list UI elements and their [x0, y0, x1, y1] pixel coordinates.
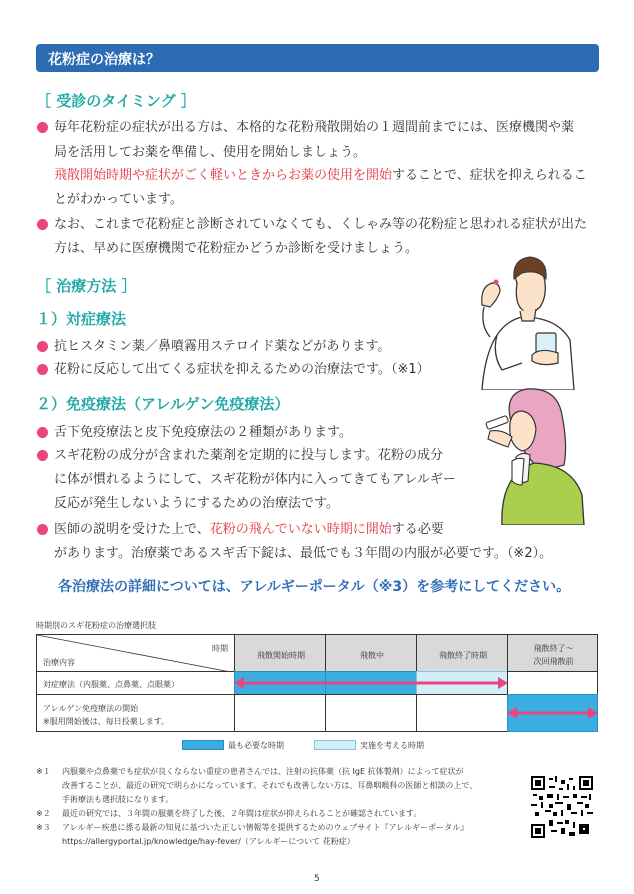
legend-consider-swatch	[314, 740, 356, 750]
row2-start-cell	[234, 694, 326, 732]
immunotherapy-b3-pre: 医師の説明を受けた上で、	[54, 522, 210, 537]
timing-b1-line3	[54, 168, 587, 184]
header-off-season-line1: 飛散終了〜	[533, 644, 574, 653]
bullet-dot	[37, 341, 48, 352]
section-header-title: 花粉症の治療は？	[48, 52, 160, 68]
man-taking-medicine-illustration	[462, 255, 597, 390]
immunotherapy-b3-post: する必要	[391, 522, 444, 537]
timing-b2-line1: なお、これまで花粉症と診断されていなくても、くしゃみ等の花粉症と思われる症状が出た	[54, 217, 588, 232]
timing-highlight: 飛散開始時期や症状がごく軽いときからお薬の使用を開始	[54, 168, 393, 183]
row2-label-cell	[36, 694, 235, 732]
section-header-bar	[36, 44, 599, 72]
table-corner-cell	[36, 634, 235, 672]
bullet-dot	[37, 450, 48, 461]
row1-off-season-cell	[507, 671, 598, 695]
bullet-dot	[37, 122, 48, 133]
footnote-1-mark: ※１	[36, 767, 51, 776]
legend-required-swatch	[182, 740, 224, 750]
methods-section-title: ［ 治療方法 ］	[36, 277, 137, 295]
header-cell-during	[325, 634, 417, 672]
header-cell-off-season	[507, 634, 598, 672]
footnote-1-line3: 手術療法も選択肢になります。	[62, 795, 174, 804]
qr-code-icon[interactable]	[531, 776, 593, 838]
footnote-1-line2: 改善することが、最近の研究で明らかになっています。それでも改善しない方は、耳鼻咽喉科の医師と相談の上で、	[62, 781, 478, 790]
row2-during-cell	[325, 694, 417, 732]
footnote-3-url[interactable]: https://allergyportal.jp/knowledge/hay-fever/（アレルギーについて 花粉症）	[62, 837, 355, 846]
header-off-season-line2: 次回飛散前	[533, 657, 574, 666]
immunotherapy-b2-line3: 反応が発生しないようにするための治療法です。	[54, 496, 339, 511]
legend-required-label: 最も必要な時期	[228, 741, 284, 750]
symptomatic-b1: 抗ヒスタミン薬／鼻噴霧用ステロイド薬などがあります。	[54, 339, 391, 354]
header-during-label: 飛散中	[360, 651, 384, 660]
row1-label: 対症療法（内服薬、点鼻薬、点眼薬）	[43, 680, 179, 689]
header-cell-start	[234, 634, 326, 672]
bullet-dot	[37, 364, 48, 375]
bullet-dot	[37, 427, 48, 438]
footnote-2-mark: ※２	[36, 809, 51, 818]
timing-b1-line4: とがわかっています。	[54, 192, 183, 207]
row2-label-line1: アレルゲン免疫療法の開始	[43, 704, 139, 713]
timing-b1-line3-rest: することで、症状を抑えられるこ	[392, 168, 587, 183]
timing-section-title: ［ 受診のタイミング ］	[36, 92, 196, 110]
immunotherapy-b2-line1: スギ花粉の成分が含まれた薬剤を定期的に投与します。花粉の成分	[54, 448, 443, 463]
immunotherapy-b3-line1	[54, 522, 444, 538]
row1-period-arrow	[234, 677, 508, 689]
row2-end-cell	[416, 694, 508, 732]
timing-b1-line2: 局を活用してお薬を準備し、使用を開始しましょう。	[54, 145, 367, 160]
timing-b1-line1: 毎年花粉症の症状が出る方は、本格的な花粉飛散開始の１週間前までには、医療機関や薬	[54, 120, 575, 135]
row1-label-cell	[36, 671, 235, 695]
legend-consider-label: 実施を考える時期	[360, 741, 424, 750]
footnote-1-line1: 内服薬や点鼻薬でも症状が良くならない重症の患者さんでは、注射の抗体薬（抗 IgE 抗体製剤）によって症状が	[62, 767, 464, 776]
immunotherapy-highlight: 花粉の飛んでいない時期に開始	[209, 522, 392, 537]
timing-b2-line2: 方は、早めに医療機関で花粉症かどうか診断を受けましょう。	[54, 241, 419, 256]
portal-reference-note: 各治療法の詳細については、アレルギーポータル（※3）を参考にしてください。	[58, 579, 571, 595]
footnote-3-mark: ※３	[36, 823, 51, 832]
footnote-3-line1: アレルギー疾患に係る最新の知見に基づいた正しい情報等を提供するためのウェブサイト『アレルギーポータル』	[62, 823, 469, 832]
symptomatic-therapy-title: １）対症療法	[36, 310, 127, 328]
immunotherapy-title: ２）免疫療法（アレルゲン免疫療法）	[36, 395, 290, 413]
woman-using-nasal-spray-illustration	[472, 385, 597, 525]
immunotherapy-b2-line2: に体が慣れるようにして、スギ花粉が体内に入ってきてもアレルギー	[54, 472, 456, 487]
page-number: 5	[314, 874, 320, 884]
header-cell-end	[416, 634, 508, 672]
header-end-label: 飛散終了時期	[439, 651, 487, 660]
immunotherapy-b3-line2: があります。治療薬であるスギ舌下錠は、最低でも３年間の内服が必要です。（※2）。	[54, 546, 553, 561]
symptomatic-b2: 花粉に反応して出てくる症状を抑えるための治療法です。（※1）	[54, 362, 430, 377]
table-caption: 時期別のスギ花粉症の治療選択肢	[36, 621, 156, 630]
footnote-2-line1: 最近の研究では、３年間の服薬を終了した後、２年間は症状が抑えられることが確認されています。	[62, 809, 422, 818]
corner-bottom-label: 治療内容	[43, 658, 75, 667]
row2-period-arrow	[507, 707, 598, 719]
immunotherapy-b1: 舌下免疫療法と皮下免疫療法の２種類があります。	[54, 425, 352, 440]
bullet-dot	[37, 219, 48, 230]
corner-top-label: 時期	[212, 644, 228, 653]
header-start-label: 飛散開始時期	[257, 651, 305, 660]
row2-label-line2: ※服用開始後は、毎日投薬します。	[43, 717, 170, 726]
bullet-dot	[37, 524, 48, 535]
